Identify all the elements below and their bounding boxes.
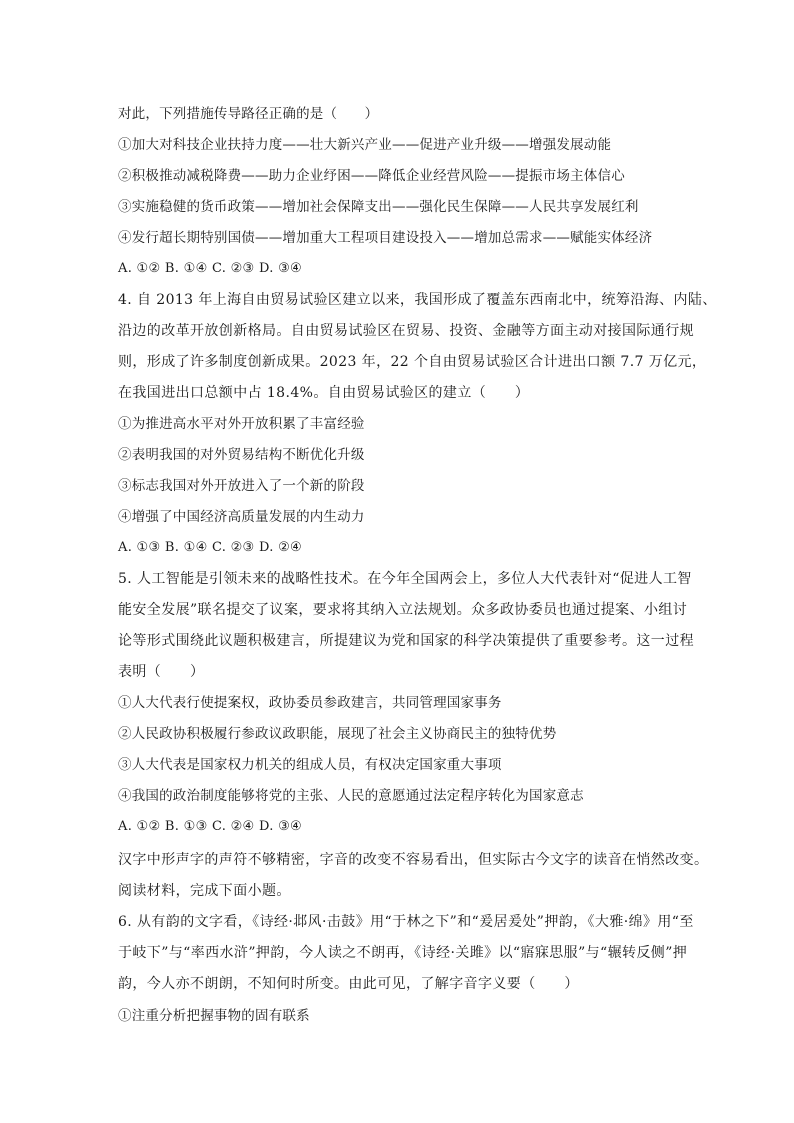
q5-option-1: ①人大代表行使提案权，政协委员参政建言，共同管理国家事务: [118, 695, 502, 711]
material-instruction: 阅读材料，完成下面小题。: [118, 883, 291, 899]
q3-choices: A. ①② B. ①④ C. ②③ D. ③④: [118, 261, 302, 276]
q4-option-3: ③标志我国对外开放进入了一个新的阶段: [118, 478, 365, 494]
q4-choices: A. ①③ B. ①④ C. ②③ D. ②④: [118, 540, 302, 555]
q4-stem-line: 则，形成了许多制度创新成果。2023 年，22 个自由贸易试验区合计进出口额 7.7 万亿元，: [118, 354, 707, 370]
q6-stem-line: 6. 从有韵的文字看，《诗经·邶风·击鼓》用“于林之下”和“爰居爰处”押韵，《大雅·绵》用“至: [118, 914, 694, 930]
q5-stem-line: 表明（ ）: [118, 664, 205, 680]
q4-stem-line: 沿边的改革开放创新格局。自由贸易试验区在贸易、投资、金融等方面主动对接国际通行规: [118, 323, 694, 339]
q4-stem-line: 在我国进出口总额中占 18.4%。自由贸易试验区的建立（ ）: [118, 385, 530, 401]
q3-option-2: ②积极推动减税降费——助力企业纾困——降低企业经营风险——提振市场主体信心: [118, 168, 625, 184]
q6-option-1: ①注重分析把握事物的固有联系: [118, 1008, 310, 1024]
material-text: 汉字中形声字的声符不够精密，字音的改变不容易看出，但实际古今文字的读音在悄然改变。: [118, 852, 709, 868]
q4-option-4: ④增强了中国经济高质量发展的内生动力: [118, 509, 365, 525]
q3-stem: 对此，下列措施传导路径正确的是（ ）: [118, 106, 379, 122]
q3-option-3: ③实施稳健的货币政策——增加社会保障支出——强化民生保障——人民共享发展红利: [118, 199, 639, 215]
q5-option-4: ④我国的政治制度能够将党的主张、人民的意愿通过法定程序转化为国家意志: [118, 788, 584, 804]
q3-option-4: ④发行超长期特别国债——增加重大工程项目建设投入——增加总需求——赋能实体经济: [118, 230, 653, 246]
q4-option-2: ②表明我国的对外贸易结构不断优化升级: [118, 447, 365, 463]
q5-option-2: ②人民政协积极履行参政议政职能，展现了社会主义协商民主的独特优势: [118, 726, 557, 742]
q6-stem-line: 韵，今人亦不朗朗，不知何时所变。由此可见，了解字音字义要（ ）: [118, 976, 579, 992]
q4-stem-line: 4. 自 2013 年上海自由贸易试验区建立以来，我国形成了覆盖东西南北中，统筹沿海、内陆、: [118, 292, 717, 308]
q5-option-3: ③人大代表是国家权力机关的组成人员，有权决定国家重大事项: [118, 757, 502, 773]
q5-stem-line: 论等形式围绕此议题积极建言，所提建议为党和国家的科学决策提供了重要参考。这一过程: [118, 633, 694, 649]
q6-stem-line: 于岐下”与“率西水浒”押韵，今人读之不朗‌再，《诗经·关雎》以“寤寐思服”与“辗转反侧”押: [118, 945, 688, 961]
q5-stem-line: 能安全发展”联名提交了议案，要求将其纳入立法规划。众多政协委员也通过提案、小组讨: [118, 602, 688, 618]
q5-stem-line: 5. 人工智能是引领未来的战略性技术。在今年全国两会上，多位人大代表针对“促进人工智: [118, 571, 692, 587]
q3-option-1: ①加大对科技企业扶持力度——壮大新兴产业——促进产业升级——增强发展动能: [118, 137, 612, 153]
q5-choices: A. ①② B. ①③ C. ②④ D. ③④: [118, 819, 302, 834]
q4-option-1: ①为推进高水平对外开放积累了丰富经验: [118, 416, 365, 432]
